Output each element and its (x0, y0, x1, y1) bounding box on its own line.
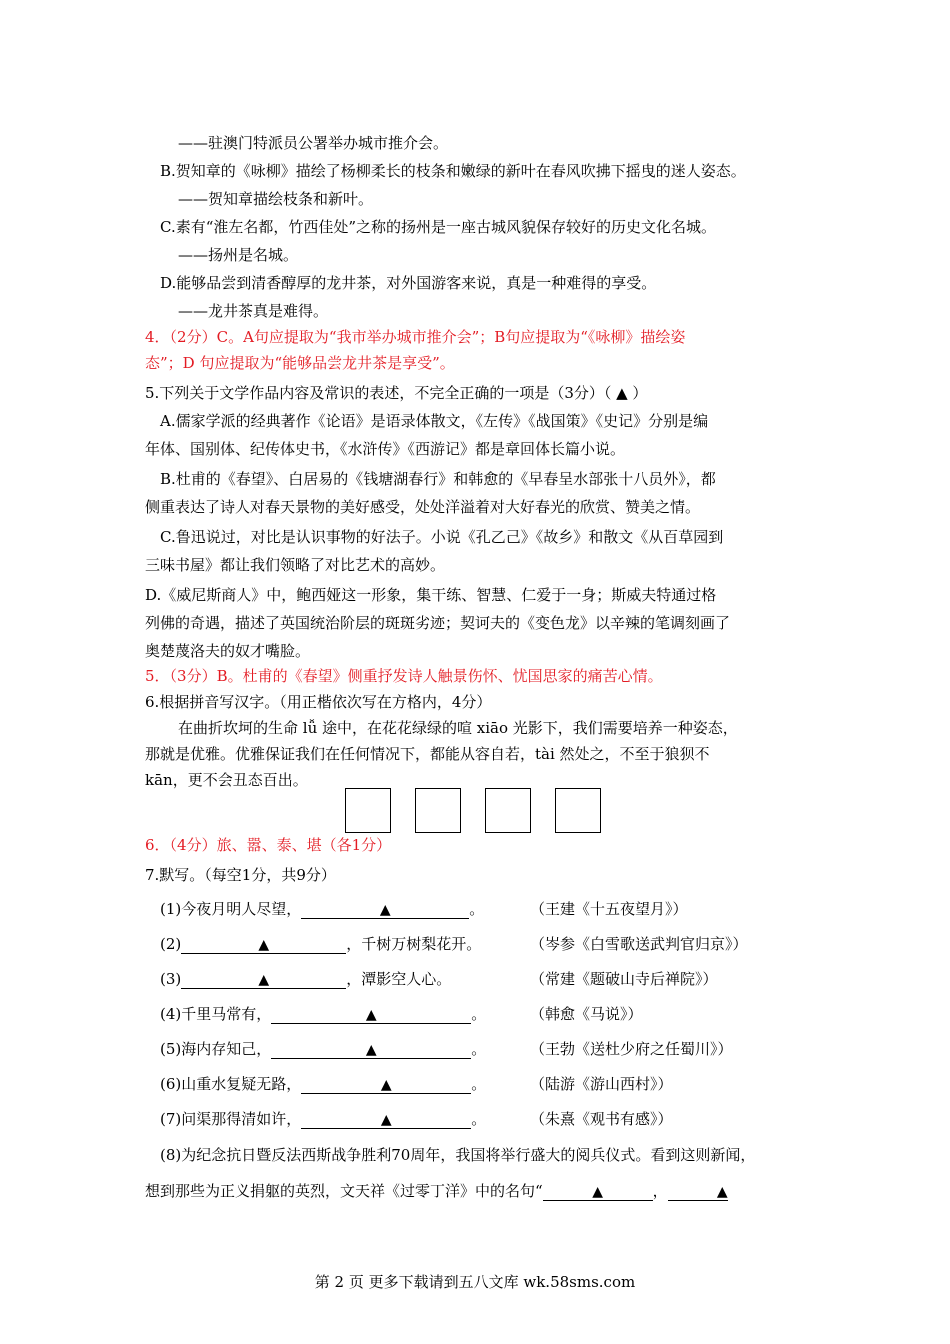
q3-option-b: B.贺知章的《咏柳》描绘了杨柳柔长的枝条和嫩绿的新叶在春风吹拂下摇曳的迷人姿态。 (160, 162, 746, 180)
item-prefix: 今夜月明人尽望， (181, 900, 302, 918)
q7-source-5: （王勃《送杜少府之任蜀川》） (530, 1040, 733, 1058)
q6-passage-line3: kān，更不会丑态百出。 (145, 771, 308, 789)
q7-stem: 7.默写。（每空1分，共9分） (145, 866, 336, 884)
q7-source-4: （韩愈《马说》） (530, 1005, 643, 1023)
triangle-marker-icon: ▲ (380, 1112, 392, 1128)
q5-option-d-line2: 列佛的奇遇，描述了英国统治阶层的斑斑劣迹；契诃夫的《变色龙》以辛辣的笔调刻画了 (145, 614, 731, 632)
q7-source-3: （常建《题破山寺后禅院》） (530, 970, 718, 988)
q7-item-3 (160, 968, 451, 990)
item-number: (4) (160, 1005, 182, 1023)
answer-5: 5．（3分）B。杜甫的《春望》侧重抒发诗人触景伤怀、忧国思家的痛苦心情。 (145, 667, 663, 685)
item-prefix: 问渠那得清如许， (181, 1110, 302, 1128)
item-8-prefix: 想到那些为正义捐躯的英烈，文天祥《过零丁洋》中的名句“ (145, 1182, 543, 1200)
item-prefix: 海内存知己， (181, 1040, 272, 1058)
item-number: (1) (160, 900, 182, 918)
q5-option-b-line1: B.杜甫的《春望》、白居易的《钱塘湖春行》和韩愈的《早春呈水部张十八员外》，都 (160, 470, 716, 488)
fill-blank[interactable] (668, 1182, 728, 1201)
q6-stem: 6.根据拼音写汉字。（用正楷依次写在方格内，4分） (145, 693, 492, 711)
answer-box-3[interactable] (485, 788, 531, 833)
item-number: (5) (160, 1040, 182, 1058)
q3-option-a-abbrev: ——驻澳门特派员公署举办城市推介会。 (178, 134, 449, 152)
q5-option-c-line2: 三味书屋》都让我们领略了对比艺术的高妙。 (145, 556, 446, 574)
q7-item-8-line1: (8)为纪念抗日暨反法西斯战争胜利70周年，我国将举行盛大的阅兵仪式。看到这则新闻， (160, 1146, 756, 1164)
q3-option-c-abbrev: ——扬州是名城。 (178, 246, 299, 264)
q3-option-d: D.能够品尝到清香醇厚的龙井茶，对外国游客来说，真是一种难得的享受。 (160, 274, 657, 292)
answer-4-line1: 4．（2分）C。A句应提取为“我市举办城市推介会”；B句应提取为“《咏柳》描绘姿 (145, 328, 686, 346)
item-suffix: 。 (471, 1005, 487, 1023)
triangle-marker-icon: ▲ (365, 1042, 377, 1058)
page-footer: 第 2 页 更多下载请到五八文库 wk.58sms.com (314, 1273, 636, 1291)
q7-item-1 (160, 898, 484, 920)
answer-box-4[interactable] (555, 788, 601, 833)
fill-blank[interactable] (301, 1110, 471, 1129)
triangle-marker-icon: ▲ (592, 1184, 604, 1200)
item-suffix: 。 (471, 1040, 487, 1058)
q7-item-4 (160, 1003, 486, 1025)
item-number: (2) (160, 935, 182, 953)
item-suffix: 。 (471, 1075, 487, 1093)
triangle-marker-icon: ▲ (258, 937, 270, 953)
q5-option-c-line1: C.鲁迅说过，对比是认识事物的好法子。小说《孔乙己》《故乡》和散文《从百草园到 (160, 528, 724, 546)
item-suffix: ，潭影空人心。 (346, 970, 452, 988)
answer-6: 6．（4分）旅、嚣、泰、堪（各1分） (145, 836, 392, 854)
triangle-marker-icon: ▲ (258, 972, 270, 988)
q7-source-7: （朱熹《观书有感》） (530, 1110, 673, 1128)
q5-option-a-line1: A.儒家学派的经典著作《论语》是语录体散文，《左传》《战国策》《史记》分别是编 (160, 412, 709, 430)
q7-source-6: （陆游《游山西村》） (530, 1075, 673, 1093)
item-suffix: 。 (471, 1110, 487, 1128)
q6-passage-line2: 那就是优雅。优雅保证我们在任何情况下，都能从容自若，tài 然处之，不至于狼狈不 (145, 745, 710, 763)
item-8-separator: ， (652, 1182, 668, 1200)
q5-option-d-line3: 奥楚蔑洛夫的奴才嘴脸。 (145, 642, 311, 660)
q7-item-7 (160, 1108, 486, 1130)
fill-blank[interactable] (543, 1182, 653, 1201)
q6-passage-line1: 在曲折坎坷的生命 lǚ 途中，在花花绿绿的喧 xiāo 光影下，我们需要培养一种姿态， (178, 719, 738, 737)
triangle-marker-icon: ▲ (365, 1007, 377, 1023)
q5-option-d-line1: D.《威尼斯商人》中，鲍西娅这一形象，集干练、智慧、仁爱于一身；斯威夫特通过格 (145, 586, 717, 604)
triangle-marker-icon: ▲ (380, 1077, 392, 1093)
answer-boxes (345, 788, 625, 833)
q5-option-b-line2: 侧重表达了诗人对春天景物的美好感受，处处洋溢着对大好春光的欣赏、赞美之情。 (145, 498, 701, 516)
q5-stem: 5.下列关于文学作品内容及常识的表述，不完全正确的一项是（3分）（ ▲ ） (145, 384, 648, 402)
q3-option-d-abbrev: ——龙井茶真是难得。 (178, 302, 329, 320)
q7-item-2 (160, 933, 481, 955)
fill-blank[interactable] (301, 1075, 471, 1094)
answer-box-1[interactable] (345, 788, 391, 833)
item-suffix: ，千树万树梨花开。 (346, 935, 482, 953)
item-number: (3) (160, 970, 182, 988)
q5-option-a-line2: 年体、国别体、纪传体史书，《水浒传》《西游记》都是章回体长篇小说。 (145, 440, 626, 458)
triangle-marker-icon: ▲ (716, 1184, 728, 1200)
answer-4-line2: 态”；D 句应提取为“能够品尝龙井茶是享受”。 (145, 354, 455, 372)
q7-item-5 (160, 1038, 486, 1060)
item-number: (6) (160, 1075, 182, 1093)
triangle-marker-icon: ▲ (379, 902, 391, 918)
fill-blank[interactable] (181, 935, 346, 954)
q7-item-8-line2 (145, 1180, 728, 1202)
q3-option-b-abbrev: ——贺知章描绘枝条和新叶。 (178, 190, 374, 208)
item-prefix: 千里马常有， (181, 1005, 272, 1023)
q3-option-c: C.素有“淮左名都，竹西佳处”之称的扬州是一座古城风貌保存较好的历史文化名城。 (160, 218, 717, 236)
q7-source-2: （岑参《白雪歌送武判官归京》） (530, 935, 748, 953)
fill-blank[interactable] (271, 1040, 471, 1059)
q7-source-1: （王建《十五夜望月》） (530, 900, 688, 918)
fill-blank[interactable] (301, 900, 469, 919)
answer-box-2[interactable] (415, 788, 461, 833)
item-suffix: 。 (469, 900, 485, 918)
fill-blank[interactable] (181, 970, 346, 989)
fill-blank[interactable] (271, 1005, 471, 1024)
q7-item-6 (160, 1073, 486, 1095)
item-number: (7) (160, 1110, 182, 1128)
item-prefix: 山重水复疑无路， (181, 1075, 302, 1093)
